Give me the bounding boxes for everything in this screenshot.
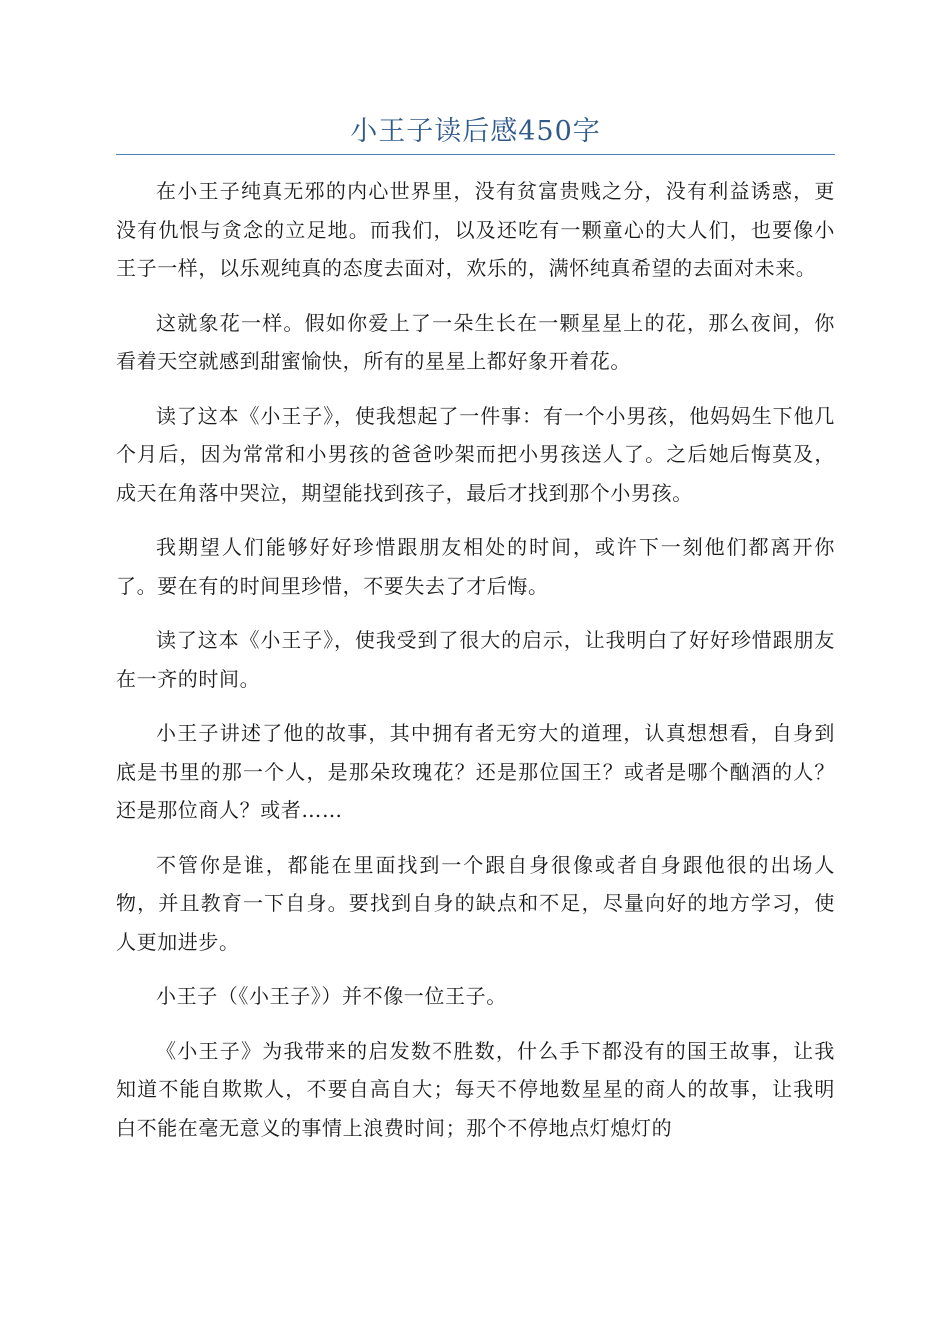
paragraph-5: 读了这本《小王子》，使我受到了很大的启示，让我明白了好好珍惜跟朋友在一齐的时间。 — [116, 628, 835, 691]
paragraph-8: 小王子（《小王子》）并不像一位王子。 — [156, 984, 507, 1008]
paragraph-4: 我期望人们能够好好珍惜跟朋友相处的时间，或许下一刻他们都离开你了。要在有的时间里珍惜，不要失去了才后悔。 — [116, 535, 835, 598]
document-title: 小王子读后感450字 — [350, 116, 601, 147]
paragraph-2: 这就象花一样。假如你爱上了一朵生长在一颗星星上的花，那么夜间，你看着天空就感到甜蜜愉快，所有的星星上都好象开着花。 — [116, 310, 835, 373]
paragraph-3: 读了这本《小王子》，使我想起了一件事：有一个小男孩，他妈妈生下他几个月后，因为常常和小男孩的爸爸吵架而把小男孩送人了。之后她后悔莫及，成天在角落中哭泣，期望能找到孩子，最后才找到那个小男孩。 — [116, 403, 835, 505]
document-body — [116, 172, 835, 1163]
paragraph-6: 小王子讲述了他的故事，其中拥有者无穷大的道理，认真想想看，自身到底是书里的那一个人，是那朵玫瑰花？还是那位国王？或者是哪个酗酒的人？还是那位商人？或者…… — [116, 721, 835, 822]
title-underline — [116, 154, 835, 155]
paragraph-9: 《小王子》为我带来的启发数不胜数，什么手下都没有的国王故事，让我知道不能自欺欺人，不要自高自大；每天不停地数星星的商人的故事，让我明白不能在毫无意义的事情上浪费时间；那个不停地点灯熄灯的 — [116, 1038, 835, 1140]
paragraph-1: 在小王子纯真无邪的内心世界里，没有贫富贵贱之分，没有利益诱惑，更没有仇恨与贪念的立足地。而我们，以及还吃有一颗童心的大人们，也要像小王子一样，以乐观纯真的态度去面对，欢乐的，满怀纯真希望的去面对未来。 — [116, 179, 835, 280]
paragraph-7: 不管你是谁，都能在里面找到一个跟自身很像或者自身跟他很的出场人物，并且教育一下自身。要找到自身的缺点和不足，尽量向好的地方学习，使人更加进步。 — [116, 852, 835, 954]
